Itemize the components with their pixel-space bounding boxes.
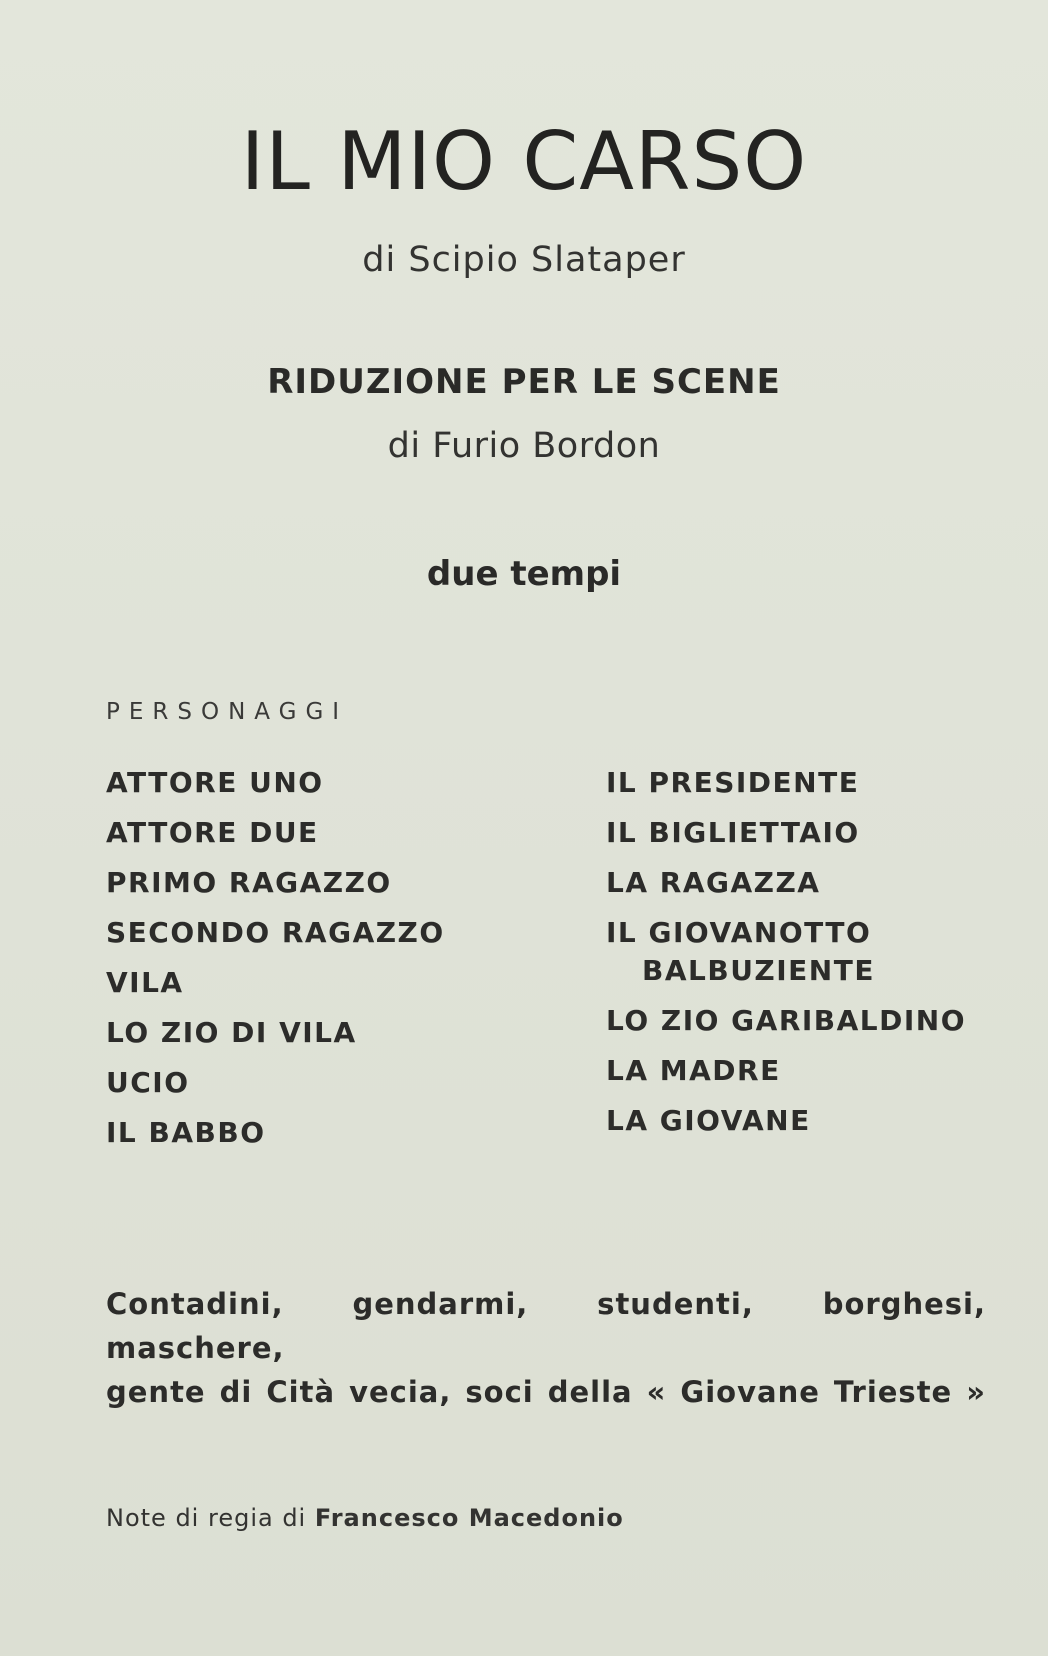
play-title: IL MIO CARSO (240, 115, 808, 208)
cast-item: VILA (106, 966, 184, 999)
cast-heading: PERSONAGGI (106, 699, 349, 725)
cast-item-line: IL GIOVANOTTO (606, 916, 872, 949)
cast-item: IL BIGLIETTAIO (606, 816, 860, 849)
cast-list-left (106, 764, 445, 1164)
cast-item-multiline (606, 914, 966, 990)
director-notes (106, 1502, 624, 1534)
cast-item: LA GIOVANE (606, 1104, 811, 1137)
cast-item: ATTORE UNO (106, 766, 324, 799)
author-line: di Scipio Slataper (362, 240, 686, 280)
cast-item: IL BABBO (106, 1116, 266, 1149)
cast-item-line: BALBUZIENTE (642, 954, 875, 987)
adapter-line: di Furio Bordon (387, 426, 661, 466)
notes-prefix: Note di regia di (106, 1504, 307, 1532)
adaptation-heading: RIDUZIONE PER LE SCENE (267, 362, 781, 402)
director-name: Francesco Macedonio (314, 1504, 624, 1532)
cast-item: LA RAGAZZA (606, 866, 821, 899)
cast-list-right (606, 764, 966, 1152)
cast-item: LO ZIO DI VILA (106, 1016, 357, 1049)
cast-item: SECONDO RAGAZZO (106, 916, 445, 949)
cast-item: PRIMO RAGAZZO (106, 866, 392, 899)
extras-paragraph (106, 1282, 986, 1414)
cast-item: LA MADRE (606, 1054, 781, 1087)
cast-item: ATTORE DUE (106, 816, 319, 849)
acts-line: due tempi (426, 554, 622, 594)
cast-item: LO ZIO GARIBALDINO (606, 1004, 967, 1037)
extras-line: gente di Cità vecia, soci della « Giovane Trieste » (106, 1375, 986, 1409)
extras-line: Contadini, gendarmi, studenti, borghesi, maschere, (106, 1287, 986, 1365)
cast-item: IL PRESIDENTE (606, 766, 860, 799)
cast-item: UCIO (106, 1066, 190, 1099)
